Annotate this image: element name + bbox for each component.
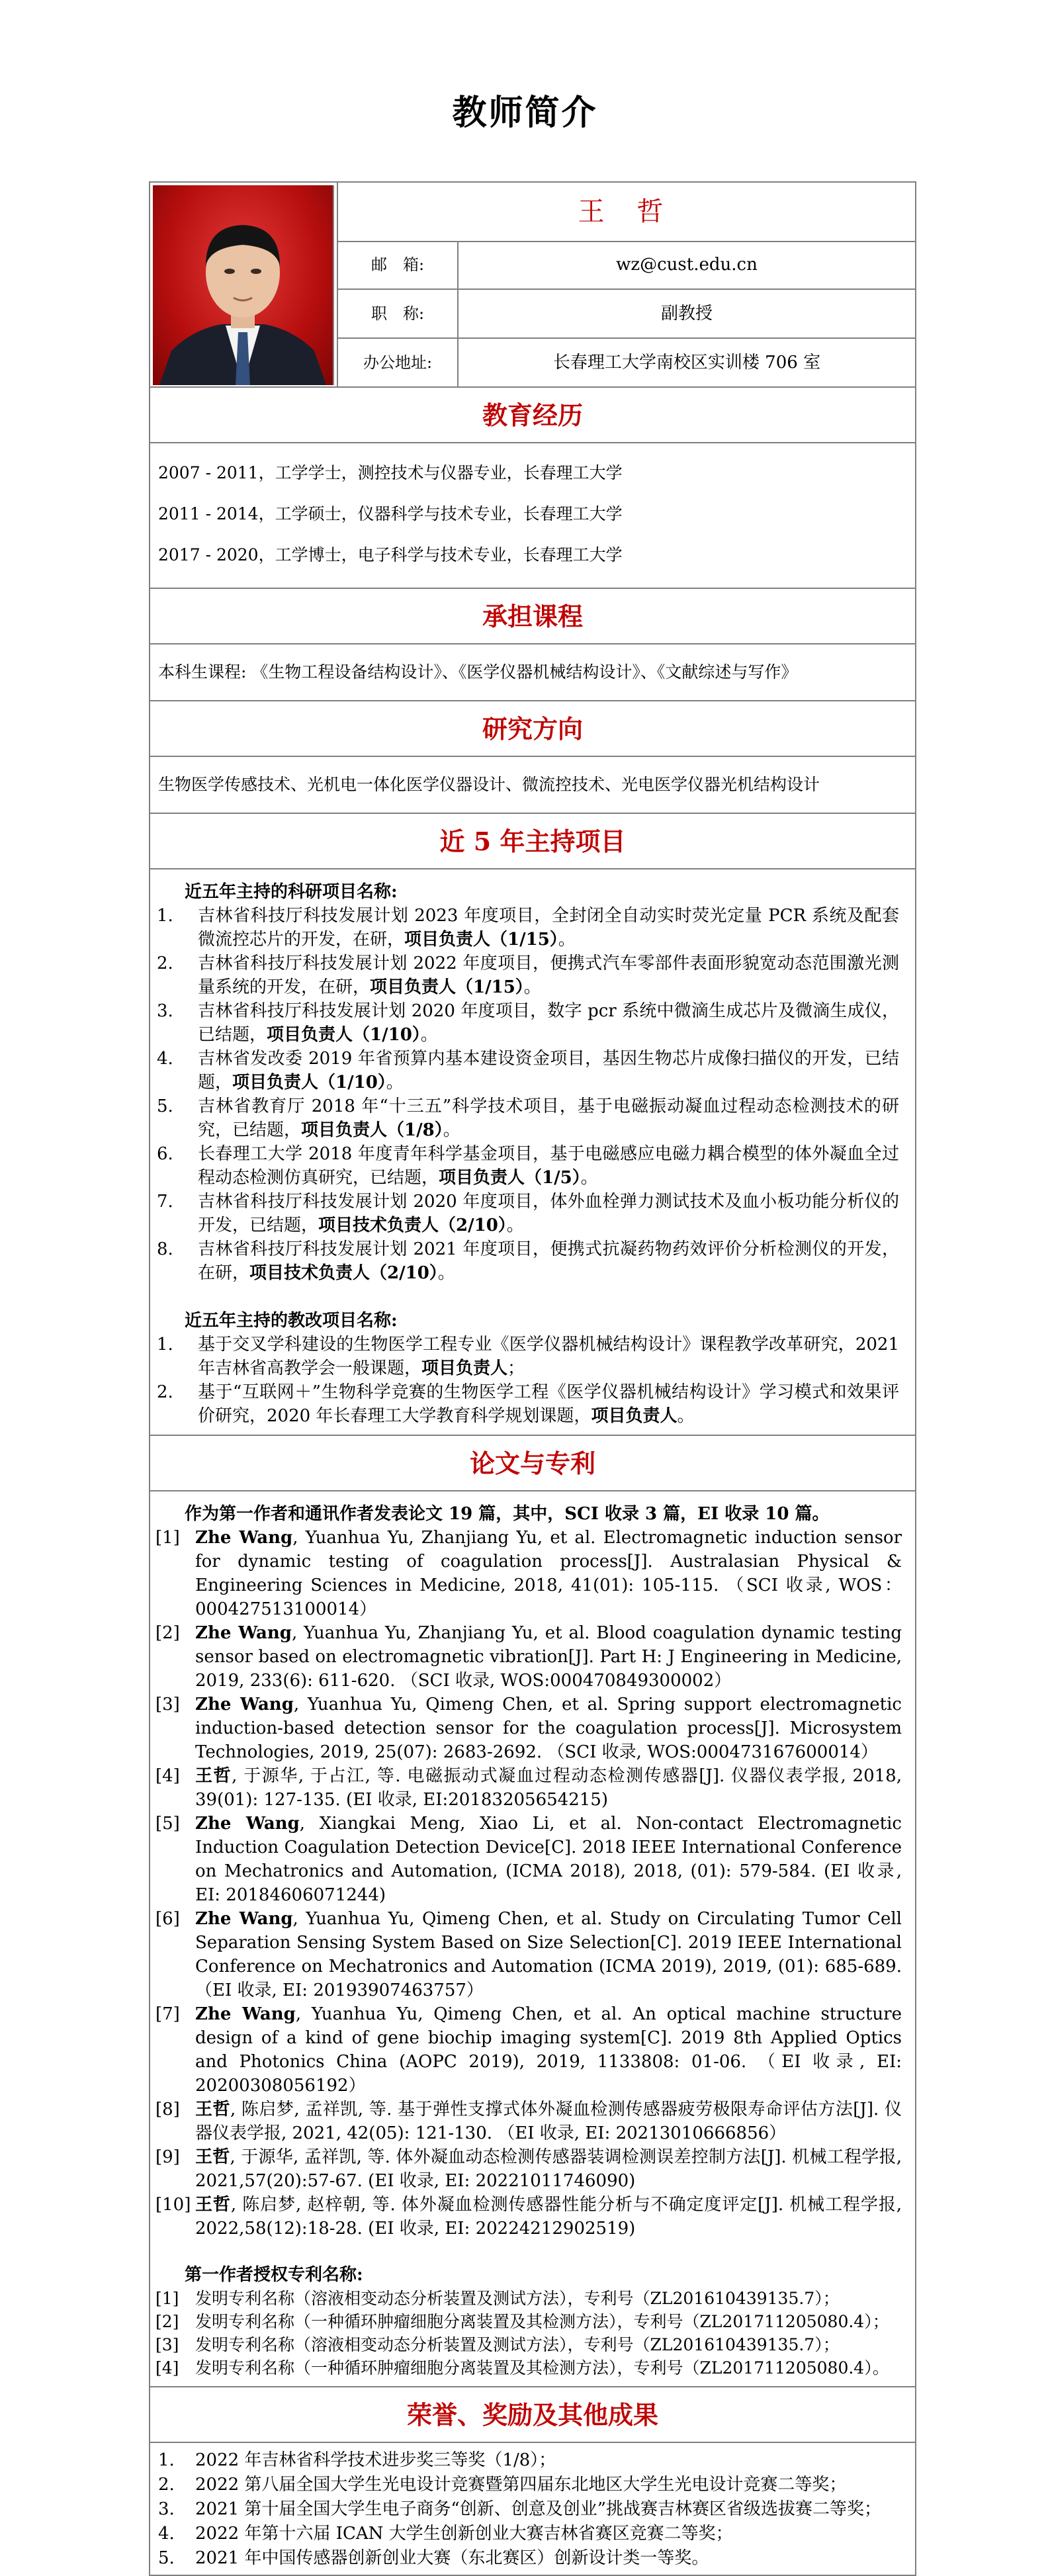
papers-summary: 作为第一作者和通讯作者发表论文 19 篇，其中，SCI 收录 3 篇，EI 收录 10 篇。	[185, 1504, 830, 1524]
honors-section	[150, 2387, 915, 2575]
education-item: 2007 - 2011，工学学士，测控技术与仪器专业，长春理工大学	[158, 463, 623, 482]
project-item: 3. 吉林省科技厅科技发展计划 2020 年度项目，数字 pcr 系统中微滴生成芯片及微滴生成仪，已结题，项目负责人（1/10）。	[157, 1001, 899, 1045]
paper-item: [2] Zhe Wang, Yuanhua Yu, Zhanjiang Yu, et al. Blood coagulation dynamic testing sensor based on electromagnetic vibration[J]. Part H: J Engineering in Medicine, 2019, 233(6): 611-620. （SCI 收录, WOS:000470849300002）	[155, 1623, 902, 1691]
portrait-photo	[153, 185, 334, 385]
courses-heading: 承担课程	[150, 589, 915, 644]
email-row	[338, 241, 915, 290]
education-item: 2011 - 2014，工学硕士，仪器科学与技术专业，长春理工大学	[158, 504, 623, 523]
research-section	[150, 701, 915, 814]
project-item: 7. 吉林省科技厅科技发展计划 2020 年度项目，体外血栓弹力测试技术及血小板功能分析仪的开发，已结题，项目技术负责人（2/10）。	[157, 1192, 899, 1235]
honor-item: 4. 2022 年第十六届 ICAN 大学生创新创业大赛吉林省赛区竞赛二等奖；	[158, 2524, 733, 2544]
honor-item: 5. 2021 年中国传感器创新创业大赛（东北赛区）创新设计类一等奖。	[158, 2548, 709, 2568]
teacher-name: 王 哲	[338, 183, 915, 242]
patent-item: [4] 发明专利名称（一种循环肿瘤细胞分离装置及其检测方法），专利号（ZL201711205080.4）。	[155, 2358, 889, 2377]
title-value: 副教授	[660, 304, 713, 324]
education-section	[150, 388, 915, 589]
portrait-figure	[153, 185, 333, 385]
papers-section	[150, 1436, 915, 2387]
paper-item: [3] Zhe Wang, Yuanhua Yu, Qimeng Chen, et al. Spring support electromagnetic induction-based detection sensor for the coagulation process[J]. Microsystem Technologies, 2019, 25(07): 2683-2692. （SCI 收录, WOS:000473167600014）	[155, 1695, 902, 1762]
paper-item: [6] Zhe Wang, Yuanhua Yu, Qimeng Chen, et al. Study on Circulating Tumor Cell Separation Sensing System Based on Size Selection[C]. 2019 IEEE International Conference on Mechatronics and Automation (ICMA 2019), 2019, (01): 685-689. （EI 收录, EI: 20193907463757）	[155, 1909, 902, 2000]
paper-item: [9] 王哲, 于源华, 孟祥凯, 等. 体外凝血动态检测传感器装调检测误差控制方法[J]. 机械工程学报, 2021,57(20):57-67. (EI 收录, EI: 20221011746090)	[155, 2147, 902, 2191]
projects-heading: 近 5 年主持项目	[150, 814, 915, 869]
patent-item: [2] 发明专利名称（一种循环肿瘤细胞分离装置及其检测方法），专利号（ZL201711205080.4）；	[155, 2312, 889, 2331]
courses-section	[150, 589, 915, 701]
courses-text: 本科生课程: 《生物工程设备结构设计》、《医学仪器机械结构设计》、《文献综述与写作》	[158, 662, 798, 682]
page-title: 教师简介	[452, 93, 598, 133]
education-list	[150, 443, 915, 588]
email-value: wz@cust.edu.cn	[616, 255, 758, 275]
patent-item: [1] 发明专利名称（溶液相变动态分析装置及测试方法），专利号（ZL201610439135.7）；	[155, 2289, 840, 2308]
project-item: 4. 吉林省发改委 2019 年省预算内基本建设资金项目，基因生物芯片成像扫描仪的开发，已结题，项目负责人（1/10）。	[157, 1049, 899, 1092]
patents-heading: 第一作者授权专利名称:	[185, 2265, 363, 2285]
research-text: 生物医学传感技术、光机电一体化医学仪器设计、微流控技术、光电医学仪器光机结构设计	[158, 775, 820, 794]
projects-body	[150, 869, 915, 1435]
honors-body	[150, 2443, 915, 2575]
research-heading: 研究方向	[150, 701, 915, 757]
teaching-project-item: 1. 基于交叉学科建设的生物医学工程专业《医学仪器机械结构设计》课程教学改革研究，2021 年吉林省高教学会一般课题，项目负责人；	[157, 1335, 899, 1378]
papers-heading: 论文与专利	[150, 1436, 915, 1491]
office-label: 办公地址:	[338, 339, 459, 386]
papers-body	[150, 1491, 915, 2386]
office-row	[338, 339, 915, 386]
paper-item: [8] 王哲, 陈启梦, 孟祥凯, 等. 基于弹性支撑式体外凝血检测传感器疲劳极限寿命评估方法[J]. 仪器仪表学报, 2021, 42(05): 121-130. （EI 收录, EI: 20213010666856）	[155, 2100, 902, 2143]
patent-item: [3] 发明专利名称（溶液相变动态分析装置及测试方法），专利号（ZL201610439135.7）；	[155, 2335, 840, 2354]
honors-heading: 荣誉、奖励及其他成果	[150, 2387, 915, 2443]
paper-item: [5] Zhe Wang, Xiangkai Meng, Xiao Li, et al. Non-contact Electromagnetic Induction Coagulation Detection Device[C]. 2018 IEEE International Conference on Mechatronics and Automation, (ICMA 2018), 2018, (01): 579-584. (EI 收录, EI: 20184606071244)	[155, 1814, 902, 1905]
profile-card	[150, 183, 915, 388]
education-heading: 教育经历	[150, 388, 915, 443]
honor-item: 1. 2022 年吉林省科学技术进步奖三等奖（1/8）；	[158, 2450, 556, 2470]
projects-section	[150, 814, 915, 1436]
title-label: 职 称:	[338, 290, 459, 337]
paper-item: [7] Zhe Wang, Yuanhua Yu, Qimeng Chen, et al. An optical machine structure design of a kind of gene biochip imaging system[C]. 2019 8th Applied Optics and Photonics China (AOPC 2019), 2019, 1133808: 01-06. （EI 收录, EI: 20200308056192）	[155, 2004, 902, 2096]
profile-document	[149, 181, 916, 2576]
research-projects-heading: 近五年主持的科研项目名称:	[185, 882, 398, 902]
project-item: 2. 吉林省科技厅科技发展计划 2022 年度项目，便携式汽车零部件表面形貌宽动态范围激光测量系统的开发，在研，项目负责人（1/15）。	[157, 954, 899, 997]
paper-item: [10] 王哲, 陈启梦, 赵梓朝, 等. 体外凝血检测传感器性能分析与不确定度评定[J]. 机械工程学报, 2022,58(12):18-28. (EI 收录, EI: 20224212902519)	[155, 2195, 902, 2239]
project-item: 8. 吉林省科技厅科技发展计划 2021 年度项目，便携式抗凝药物药效评价分析检测仪的开发，在研，项目技术负责人（2/10）。	[157, 1239, 899, 1283]
email-label: 邮 箱:	[338, 241, 459, 289]
profile-details	[337, 183, 915, 386]
project-item: 1. 吉林省科技厅科技发展计划 2023 年度项目，全封闭全自动实时荧光定量 PCR 系统及配套微流控芯片的开发，在研，项目负责人（1/15）。	[157, 906, 899, 950]
honor-item: 3. 2021 第十届全国大学生电子商务“创新、创意及创业”挑战赛吉林赛区省级选拔赛二等奖；	[158, 2499, 882, 2519]
paper-item: [4] 王哲, 于源华, 于占江, 等. 电磁振动式凝血过程动态检测传感器[J]. 仪器仪表学报, 2018, 39(01): 127-135. (EI 收录, EI:20183205654215)	[155, 1766, 902, 1810]
education-item: 2017 - 2020，工学博士，电子科学与技术专业，长春理工大学	[158, 545, 623, 564]
paper-item: [1] Zhe Wang, Yuanhua Yu, Zhanjiang Yu, et al. Electromagnetic induction sensor for dynamic testing of coagulation process[J]. Australasian Physical & Engineering Sciences in Medicine, 2018, 41(01): 105-115. （SCI 收录, WOS：000427513100014）	[155, 1528, 902, 1619]
project-item: 6. 长春理工大学 2018 年度青年科学基金项目，基于电磁感应电磁力耦合模型的体外凝血全过程动态检测仿真研究，已结题，项目负责人（1/5）。	[157, 1144, 899, 1188]
office-value: 长春理工大学南校区实训楼 706 室	[552, 353, 821, 373]
honor-item: 2. 2022 第八届全国大学生光电设计竞赛暨第四届东北地区大学生光电设计竞赛二等奖；	[158, 2475, 847, 2495]
teaching-projects-heading: 近五年主持的教改项目名称:	[185, 1311, 398, 1331]
teaching-project-item: 2. 基于“互联网＋”生物科学竞赛的生物医学工程《医学仪器机械结构设计》学习模式和效果评价研究，2020 年长春理工大学教育科学规划课题，项目负责人。	[157, 1382, 899, 1426]
title-row	[338, 290, 915, 339]
project-item: 5. 吉林省教育厅 2018 年“十三五”科学技术项目，基于电磁振动凝血过程动态检测技术的研究，已结题，项目负责人（1/8）。	[157, 1096, 899, 1140]
